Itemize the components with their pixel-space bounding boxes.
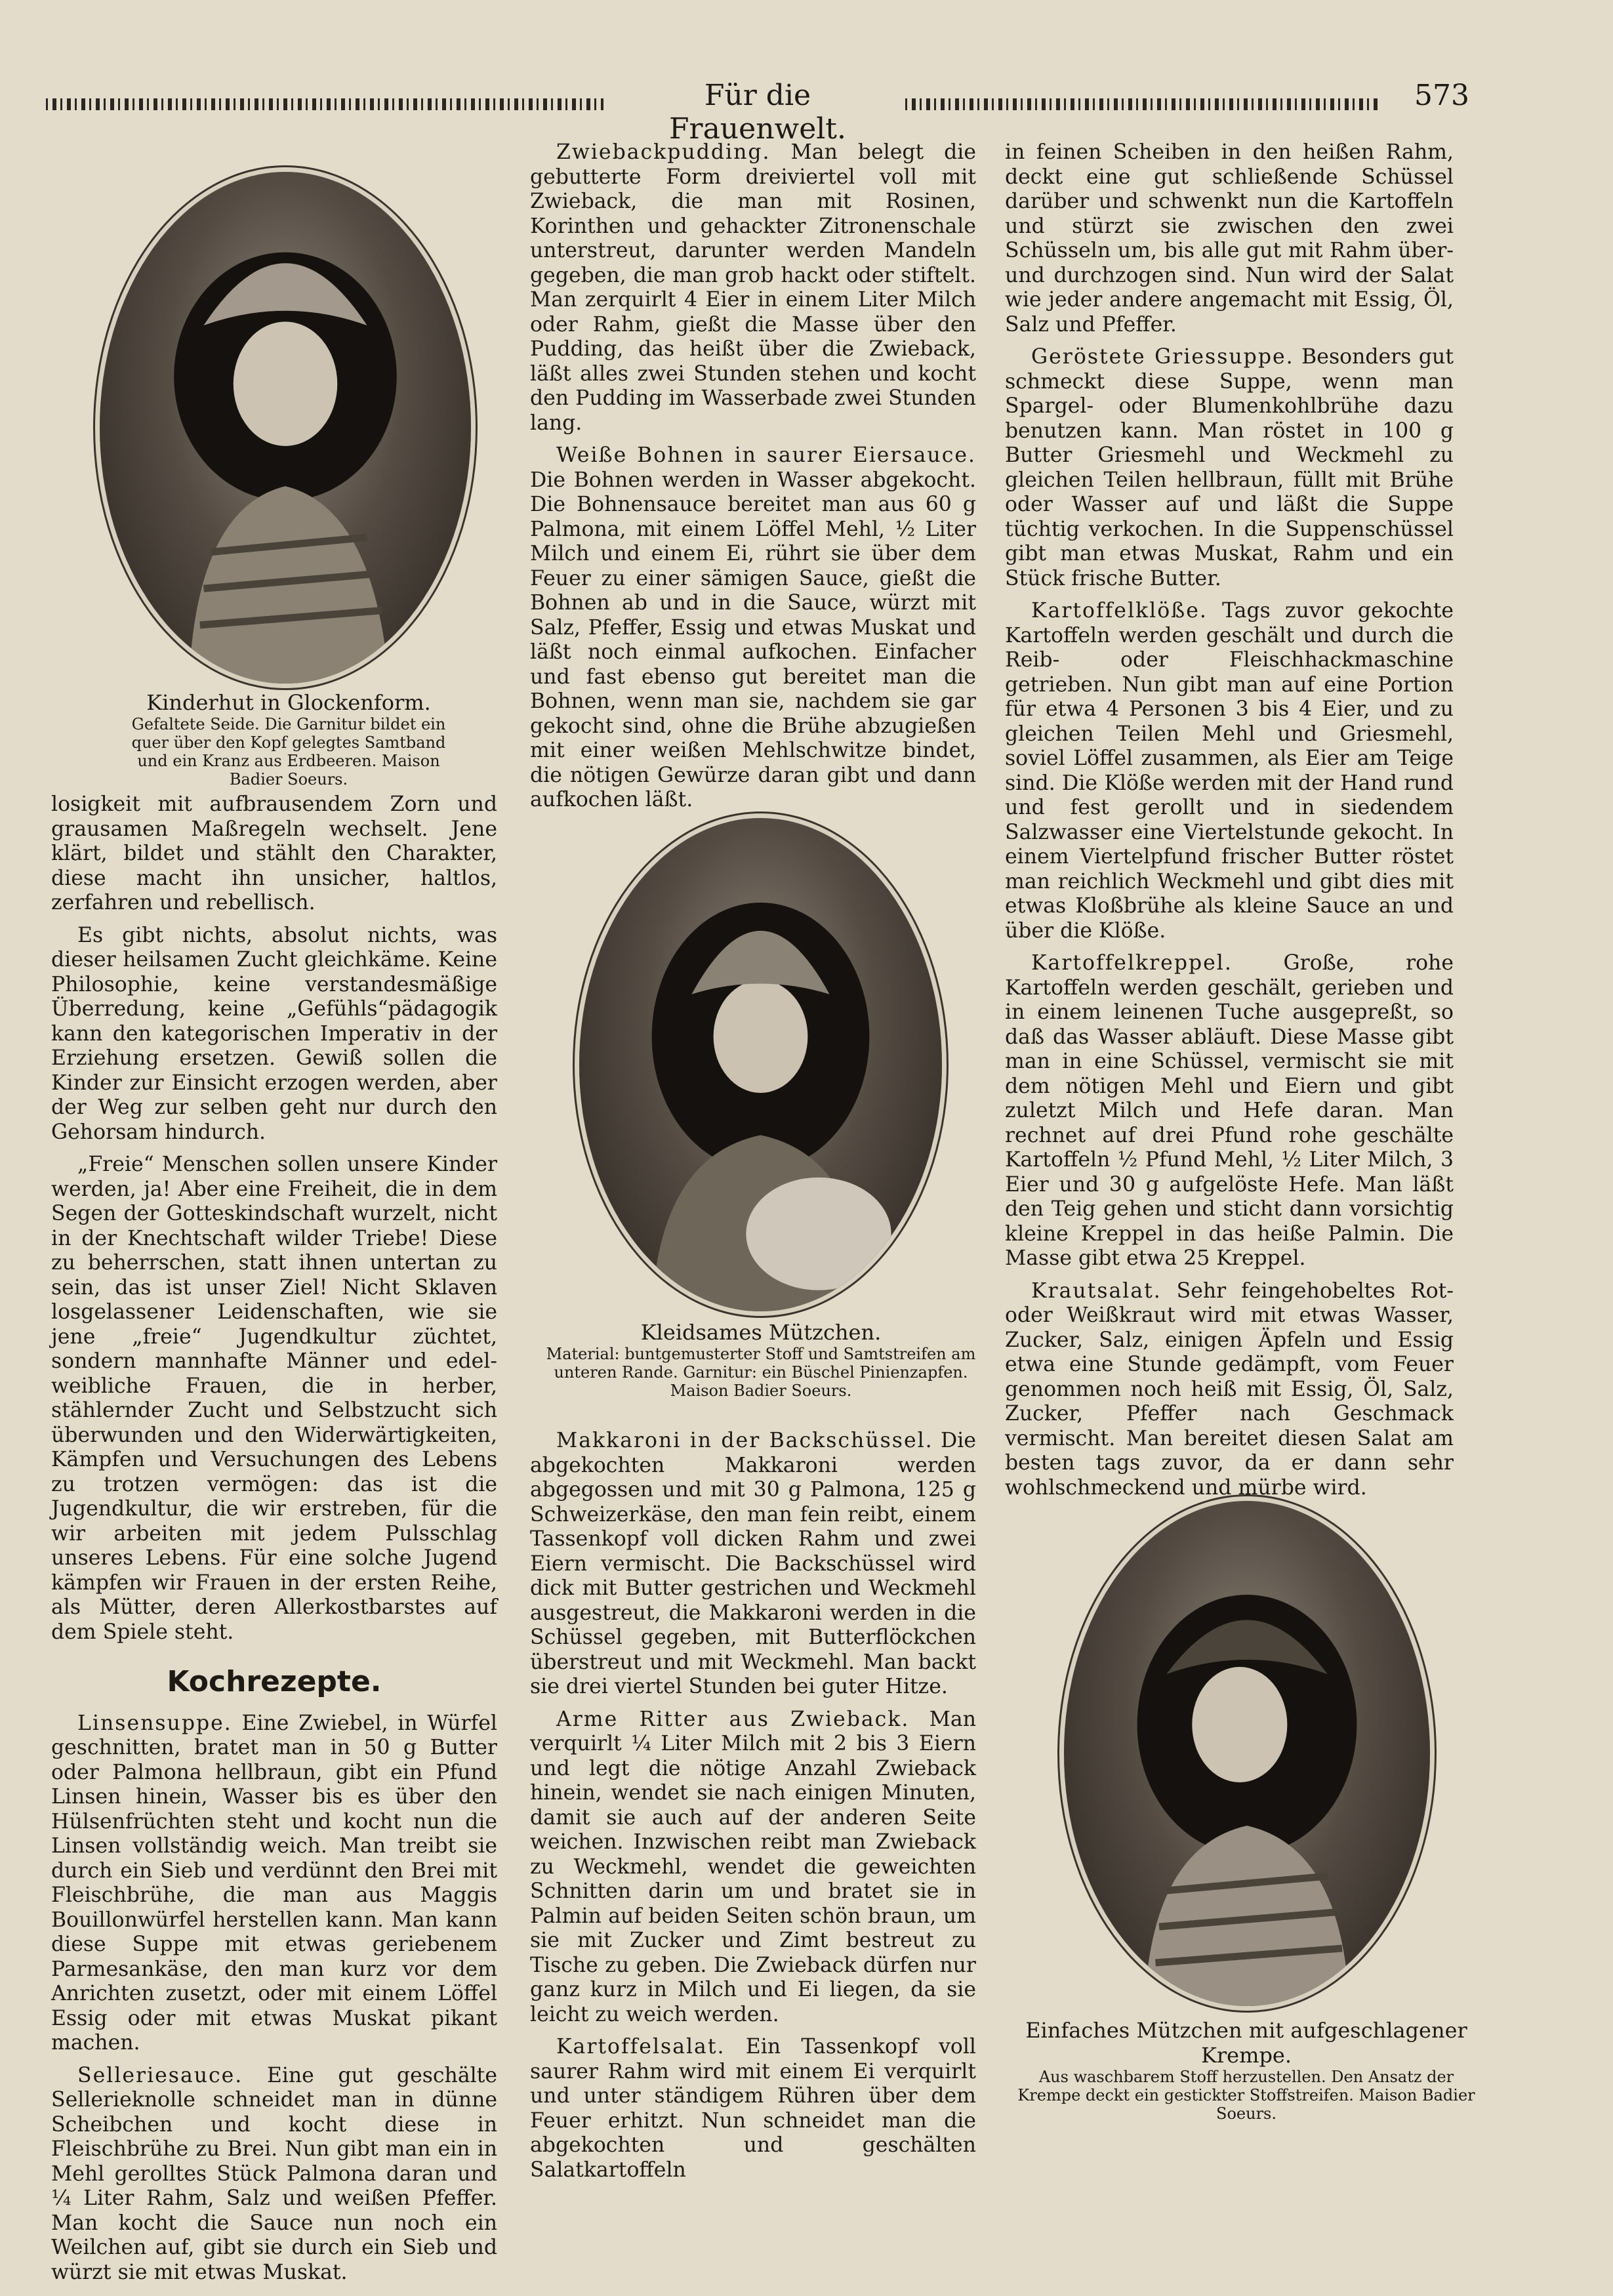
caption-2-text: Material: buntgemusterter Stoff und Samtstreifen am unteren Rande. Garnitur: ein Büschel Pinienzapfen. Maison Badier Soeurs. xyxy=(546,1345,976,1400)
caption-2-title: Kleidsames Mützchen. xyxy=(640,1320,882,1345)
recipe xyxy=(530,140,976,436)
recipe-text: Man verquirlt ¼ Liter Milch mit 2 bis 3 Eiern und legt die nötige Anzahl Zwieback hinein, wendet sie nach einigen Minuten, damit sie auch auf der anderen Seite weichen. Inzwischen reibt man Zwieback zu Weckmehl, wendet die geweichten Schnitten darin um und bratet sie in Palmin auf beiden Seiten schön braun, um sie mit Zucker und Zimt bestreut zu Tische zu geben. Die Zwieback dürfen nur ganz kurz in Milch und Ei liegen, da sie leicht zu weich werden. xyxy=(530,1707,976,2026)
col3-paragraph: in feinen Scheiben in den heißen Rahm, deckt eine gut schließende Schüssel darüber und schwenkt nun die Kartoffeln und stürzt sie zwischen den zwei Schüsseln um, bis alle gut mit Rahm über- und durchzogen sind. Nun wird der Salat wie jeder andere angemacht mit Essig, Öl, Salz und Pfeffer. xyxy=(1005,140,1454,337)
recipe-text: Besonders gut schmeckt diese Suppe, wenn man Spargel- oder Blumenkohlbrühe dazu benutzen kann. Man röstet in 100 g Butter Griesmehl und Weckmehl zu gleichen Teilen hellbraun, füllt mit Brühe oder Wasser auf und läßt die Suppe tüchtig verkochen. In die Suppenschüssel gibt man etwas Muskat, Rahm und ein Stück frische Butter. xyxy=(1005,345,1454,590)
recipe-text: Die Bohnen werden in Wasser abgekocht. Die Bohnensauce bereitet man aus 60 g Palmona, mit einem Löffel Mehl, ½ Liter Milch und einem Ei, rührt sie über dem Feuer zu einer sämigen Sauce, gießt die Bohnen ab und in die Sauce, würzt mit Salz, Pfeffer, Essig und etwas Muskat und läßt noch einmal aufkochen. Einfacher und fast ebenso gut bereitet man die Bohnen, wenn man sie, nachdem sie gar gekocht sind, ohne die Brühe abzugießen mit einer weißen Mehlschwitze bindet, die nötigen Gewürze daran gibt und dann aufkochen läßt. xyxy=(530,468,976,811)
caption-2 xyxy=(538,1320,984,1400)
recipe xyxy=(51,2064,497,2286)
recipe-text: Große, rohe Kartoffeln werden geschält, gerieben und in einem leinenen Tuche ausgepreßt, so daß das Wasser abläuft. Diese Masse gibt man in eine Schüssel, vermischt sie mit dem nötigen Mehl und Eiern und gibt zuletzt Milch und Hefe daran. Man rechnet auf drei Pfund rohe geschälte Kartoffeln ½ Pfund Mehl, ½ Liter Milch, 3 Eier und 30 g aufgelöste Hefe. Man läßt den Teig gehen und sticht dann vorsichtig kleine Kreppel in das heiße Palmin. Die Masse gibt etwa 25 Kreppel. xyxy=(1005,951,1454,1270)
recipe-title: Kartoffelkreppel. xyxy=(1031,951,1233,975)
column-3 xyxy=(1005,140,1454,1508)
col1-paragraph: Es gibt nichts, absolut nichts, was dieser heilsamen Zucht gleichkäme. Keine Philosophie, keine verstandesmäßige Überredung, keine „Gefühls“pädagogik kann den kategorischen Imperativ in der Erziehung ersetzen. Gewiß sollen die Kinder zur Einsicht erzogen werden, aber der Weg zur selben geht nur durch den Gehorsam hindurch. xyxy=(51,923,497,1144)
recipe xyxy=(530,1429,976,1700)
recipe-text: Eine gut geschälte Sellerieknolle schneidet man in dünne Scheibchen und kocht diese in Fleischbrühe zu Brei. Nun gibt man ein in Mehl gerolltes Stück Palmona daran und ¼ Liter Rahm, Salz und weißen Pfeffer. Man kocht die Sauce nun noch ein Weilchen auf, gibt sie durch ein Sieb und würzt sie mit etwas Muskat. xyxy=(51,2063,497,2284)
recipe-title: Zwiebackpudding. xyxy=(556,140,771,164)
recipe xyxy=(530,1708,976,2028)
recipe-title: Krautsalat. xyxy=(1031,1279,1162,1303)
recipe-title: Linsensuppe. xyxy=(77,1711,232,1735)
caption-3 xyxy=(1010,2018,1482,2123)
recipe-title: Arme Ritter aus Zwieback. xyxy=(556,1707,910,1731)
recipe-text: Tags zuvor gekochte Kartoffeln werden geschält und durch die Reib- oder Fleischhackmaschine getrieben. Nun gibt man auf eine Portion für etwa 4 Personen 3 bis 4 Eier, und zu gleichen Teilen Mehl und Griesmehl, soviel Löffel zusammen, als Eier am Teige sind. Die Klöße werden mit der Hand rund und fest gerollt und in siedendem Salzwasser eine Viertelstunde gekocht. In einem Viertelpfund frischer Butter röstet man reichlich Weckmehl und gibt dies mit etwas Kloßbrühe als kleine Sauce an und über die Klöße. xyxy=(1005,599,1454,943)
page-number: 573 xyxy=(1414,79,1469,112)
recipe-text: Sehr feingehobeltes Rot- oder Weißkraut wird mit etwas Wasser, Zucker, Salz, einigen Äpfeln und Essig etwa eine Stunde gedämpft, vom Feuer genommen noch heiß mit Essig, Öl, Salz, Zucker, Pfeffer nach Geschmack vermischt. Man bereitet diesen Salat am besten tags zuvor, da er dann sehr wohlschmeckend und mürbe wird. xyxy=(1005,1279,1454,1500)
column-2-bottom xyxy=(530,1429,976,2190)
recipe xyxy=(530,2035,976,2183)
photo-turned-brim-cap xyxy=(1064,1501,1430,2006)
col1-paragraph: losigkeit mit aufbrausendem Zorn und grausamen Maßregeln wechselt. Jene klärt, bildet und stählt den Charakter, diese macht ihn unsicher, haltlos, zerfahren und rebellisch. xyxy=(51,792,497,914)
page-header xyxy=(46,79,1469,146)
recipe-title: Selleriesauce. xyxy=(77,2063,243,2087)
column-2-top xyxy=(530,140,976,821)
photo-bell-hat xyxy=(100,172,471,684)
recipe xyxy=(1005,951,1454,1271)
col1-paragraph: „Freie“ Menschen sollen unsere Kinder werden, ja! Aber eine Freiheit, die in dem Segen der Gotteskindschaft wurzelt, nicht in der Knechtschaft wilder Triebe! Diese zu beherrschen, statt ihnen untertan zu sein, das ist unser Ziel! Nicht Sklaven losgelassener Leidenschaften, wie sie jene „freie“ Jugendkultur züchtet, sondern mannhafte Männer und edel-weibliche Frauen, die in herber, stählernder Zucht und Selbstzucht sich überwunden und den Widerwärtigkeiten, Kämpfen und Versuchungen des Lebens zu trotzen vermögen: das ist die Jugendkultur, die wir erstreben, für die wir arbeiten mit jedem Pulsschlag unseres Lebens. Für eine solche Jugend kämpfen wir Frauen in der ersten Reihe, als Mütter, deren Allerkostbarstes auf dem Spiele steht. xyxy=(51,1153,497,1644)
header-ornament-right xyxy=(905,98,1378,110)
header-ornament-left xyxy=(46,98,603,110)
recipe xyxy=(1005,599,1454,943)
photo-cap-pinecones xyxy=(579,818,942,1311)
recipe-text: Ein Tassenkopf voll saurer Rahm wird mit einem Ei verquirlt und unter ständigem Rühren über dem Feuer erhitzt. Nun schneidet man die abgekochten und geschälten Salatkartoffeln xyxy=(530,2035,976,2182)
caption-3-text: Aus waschbarem Stoff herzustellen. Den Ansatz der Krempe deckt ein gestickter Stoffstreifen. Maison Badier Soeurs. xyxy=(1017,2068,1475,2123)
recipe-title: Geröstete Griessuppe. xyxy=(1031,345,1294,369)
caption-1-title: Kinderhut in Glockenform. xyxy=(146,690,431,715)
caption-3-title: Einfaches Mützchen mit aufgeschlagener Krempe. xyxy=(1025,2018,1467,2068)
recipe-title: Weiße Bohnen in saurer Eiersauce. xyxy=(556,443,976,467)
recipe xyxy=(1005,345,1454,591)
recipe xyxy=(1005,1279,1454,1501)
recipe-text: Die abgekochten Makkaroni werden abgegossen und mit 30 g Palmona, 125 g Schweizerkäse, den man fein reibt, einem Tassenkopf voll dicken Rahm und zwei Eiern vermischt. Die Backschüssel wird dick mit Butter gestrichen und Weckmehl ausgestreut, die Makkaroni werden in die Schüssel gegeben, mit Butterflöckchen überstreut und mit Weckmehl. Man backt sie drei viertel Stunden bei guter Hitze. xyxy=(530,1429,976,1698)
recipe-title: Makkaroni in der Backschüssel. xyxy=(556,1429,933,1452)
recipes-heading: Kochrezepte. xyxy=(167,1665,382,1698)
recipe-title: Kartoffelklöße. xyxy=(1031,599,1208,623)
recipe-title: Kartoffelsalat. xyxy=(556,2035,725,2059)
caption-1 xyxy=(118,690,459,789)
recipe xyxy=(51,1712,497,2056)
header-title: Für die Frauenwelt. xyxy=(669,79,846,146)
caption-1-text: Gefaltete Seide. Die Garnitur bildet ein quer über den Kopf gelegtes Samtband und ein Kranz aus Erdbeeren. Maison Badier Soeurs. xyxy=(131,715,446,789)
recipe-text: Man belegt die gebutterte Form dreiviertel voll mit Zwieback, die man mit Rosinen, Korinthen und gehackter Zitronenschale unterstreut, darunter werden Mandeln gegeben, die man grob hackt oder stiftelt. Man zerquirlt 4 Eier in einem Liter Milch oder Rahm, gießt die Masse über den Pudding, das heißt über die Zwieback, läßt alles zwei Stunden stehen und kocht den Pudding im Wasserbade zwei Stunden lang. xyxy=(530,140,976,435)
recipe xyxy=(530,443,976,813)
recipe-text: Eine Zwiebel, in Würfel geschnitten, bratet man in 50 g Butter oder Palmona hellbraun, gibt ein Pfund Linsen hinein, Wasser bis es über den Hülsenfrüchten steht und kocht nun die Linsen vollständig weich. Man treibt sie durch ein Sieb und verdünnt den Brei mit Fleischbrühe, die man aus Maggis Bouillonwürfel herstellen kann. Man kann diese Suppe mit etwas geriebenem Parmesankäse, den man kurz vor dem Anrichten zusetzt, oder mit einem Löffel Essig oder mit etwas Muskat pikant machen. xyxy=(51,1711,497,2055)
column-1 xyxy=(51,792,497,2293)
